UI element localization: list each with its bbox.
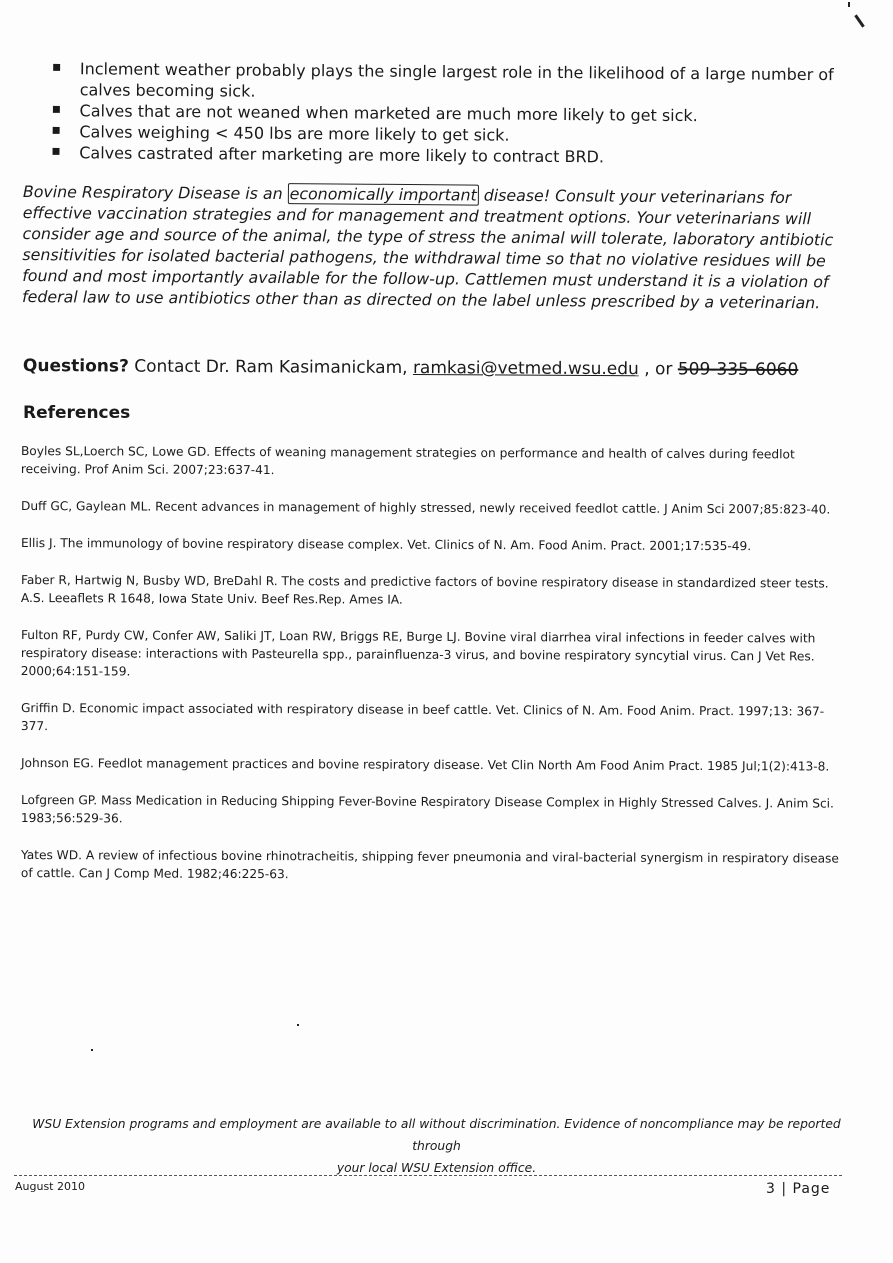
list-item: ▪ Inclement weather probably plays the single largest role in the likelihood of a large number of calves becoming sick. xyxy=(48,58,838,106)
nondiscrimination-notice xyxy=(14,1113,859,1179)
reference-item: Lofgreen GP. Mass Medication in Reducing Shipping Fever-Bovine Respiratory Disease Complex in Highly Stressed Calves. J. Anim Sci. 1983;56:529-36. xyxy=(20,793,834,826)
questions-label: Questions? xyxy=(22,356,129,377)
brd-paragraph-rest: disease! Consult your veterinarians for effective vaccination strategies and for management and treatment options. Your veterinarians will consider age and source of the animal, the type of stress the animal will tolerate, laboratory antibiotic sensitivities for isolated bacterial pathogens, the withdrawal time so that no violative residues will be found and most importantly available for the follow-up. Cattlemen must understand it is a violation of federal law to use antibiotics other than as directed on the label unless prescribed by a veterinarian. xyxy=(22,185,834,313)
notice-line-2: your local WSU Extension office. xyxy=(336,1161,537,1175)
references-list xyxy=(21,442,851,901)
scan-mark xyxy=(91,1049,93,1051)
reference-item: Johnson EG. Feedlot management practices and bovine respiratory disease. Vet Clin North Am Food Anim Pract. 1985 Jul;1(2):413-8. xyxy=(20,756,830,774)
struck-phone-number: 509-335-6060 xyxy=(677,359,799,381)
contact-or: , or xyxy=(638,359,678,380)
reference-item: Boyles SL,Loerch SC, Lowe GD. Effects of weaning management strategies on performance and health of calves during feedlot receiving. Prof Anim Sci. 2007;23:637-41. xyxy=(20,443,795,478)
notice-line-1: WSU Extension programs and employment are available to all without discrimination. Evidence of noncompliance may be reported through xyxy=(32,1117,841,1153)
reference-item: Duff GC, Gaylean ML. Recent advances in management of highly stressed, newly received feedlot cattle. J Anim Sci 2007;85:823-40. xyxy=(20,498,831,517)
reference-item: Ellis J. The immunology of bovine respiratory disease complex. Vet. Clinics of N. Am. Food Anim. Pract. 2001;17:535-49. xyxy=(20,536,752,554)
list-item: ▪ Calves weighing < 450 lbs are more likely to get sick. xyxy=(47,121,837,148)
footer-divider xyxy=(14,1175,842,1176)
reference-item: Fulton RF, Purdy CW, Confer AW, Saliki JT, Loan RW, Briggs RE, Burge LJ. Bovine viral diarrhea viral infections in feeder calves with respiratory disease: interactions with Pasteurella spp., parainfluenza-3 virus, and bovine respiratory syncytial virus. Can J Vet Res. 2000;64:151-159. xyxy=(20,628,816,679)
contact-line xyxy=(23,356,853,380)
brd-paragraph xyxy=(22,181,845,313)
list-item: ▪ Calves that are not weaned when marketed are much more likely to get sick. xyxy=(48,100,838,127)
page-number: 3 | Page xyxy=(766,1181,831,1197)
reference-item: Griffin D. Economic impact associated with respiratory disease in beef cattle. Vet. Clinics of N. Am. Food Anim. Pract. 1997;13: 367-377. xyxy=(20,701,825,734)
contact-email-link[interactable]: ramkasi@vetmed.wsu.edu xyxy=(412,358,639,380)
reference-item: Yates WD. A review of infectious bovine rhinotracheitis, shipping fever pneumonia and viral-bacterial synergism in respiratory disease of cattle. Can J Comp Med. 1982;46:225-63. xyxy=(20,848,839,882)
contact-text: Contact Dr. Ram Kasimanickam, xyxy=(128,356,414,379)
risk-factor-list xyxy=(47,58,838,169)
brd-paragraph-start: Bovine Respiratory Disease is an xyxy=(22,181,288,204)
scan-mark xyxy=(297,1024,299,1026)
reference-item: Faber R, Hartwig N, Busby WD, BreDahl R. The costs and predictive factors of bovine respiratory disease in standardized steer tests. A.S. Leeaflets R 1648, Iowa State Univ. Beef Res.Rep. Ames IA. xyxy=(20,573,829,607)
list-item: ▪ Calves castrated after marketing are more likely to contract BRD. xyxy=(47,142,837,169)
footer-date: August 2010 xyxy=(15,1180,85,1193)
references-heading: References xyxy=(23,403,131,423)
boxed-phrase: economically important xyxy=(288,183,479,206)
scan-mark xyxy=(848,2,850,7)
scan-mark xyxy=(854,14,864,27)
